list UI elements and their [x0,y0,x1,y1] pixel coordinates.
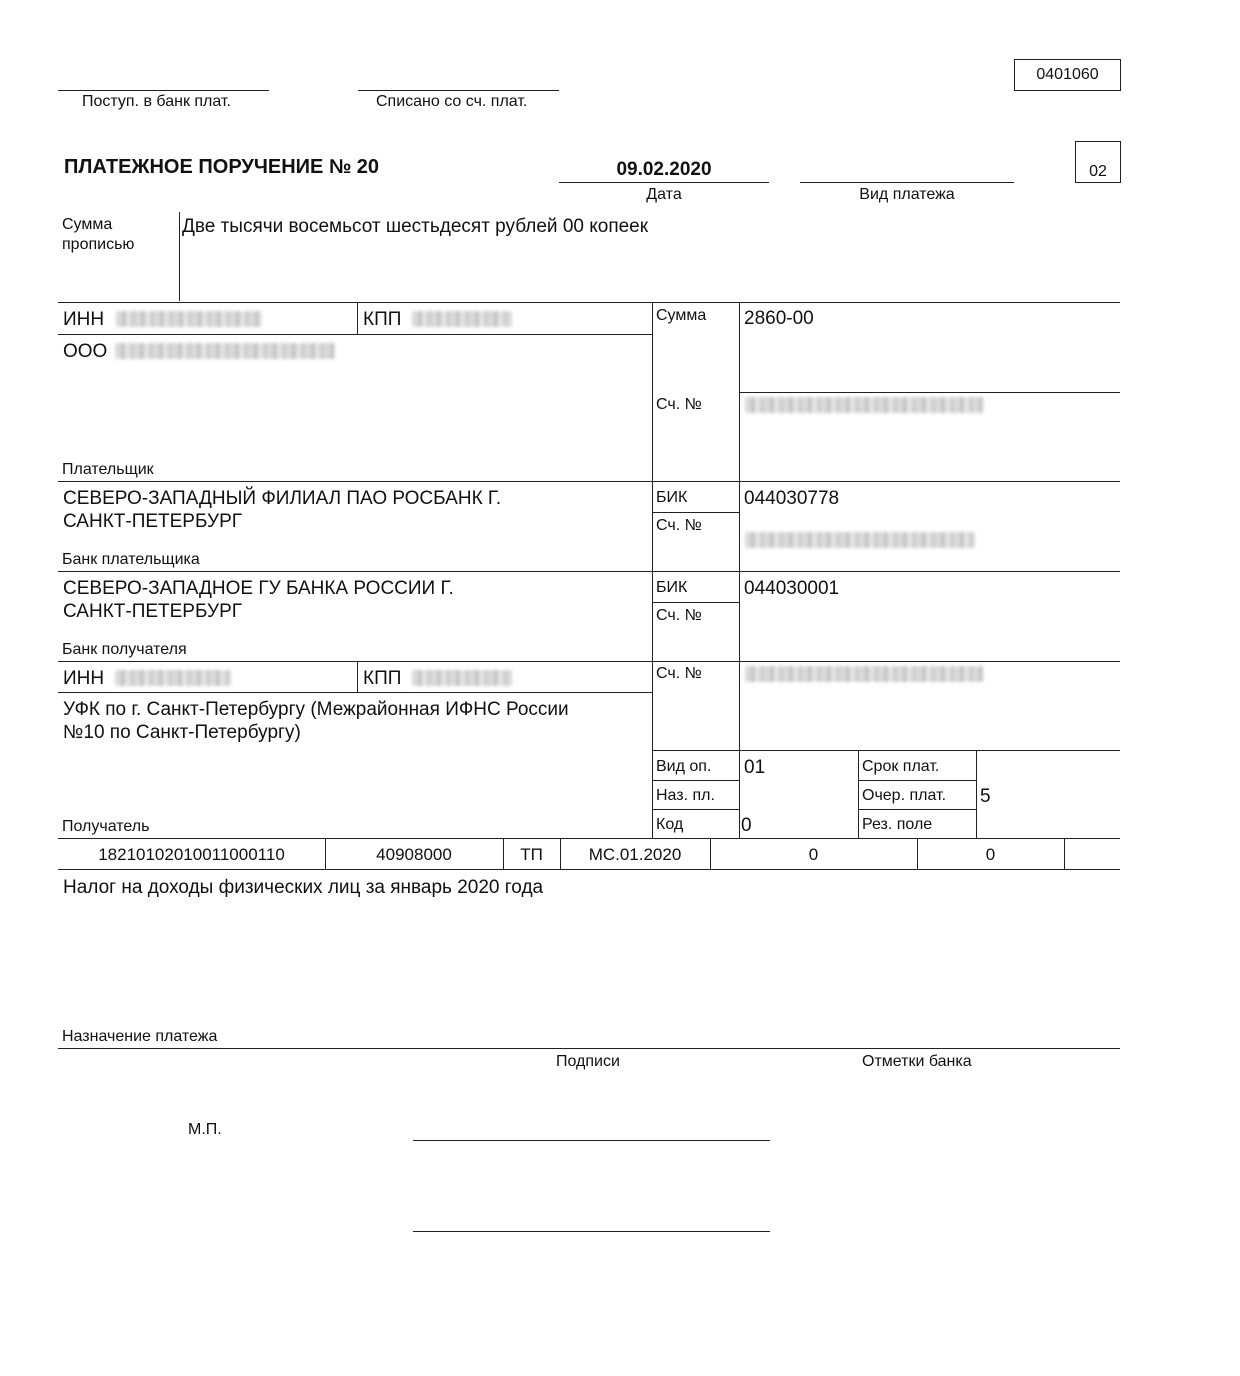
amount-label: Сумма [656,307,707,324]
amount-words-label-2: прописью [62,236,135,253]
payee-bank-bik: 044030001 [744,578,840,599]
signature-line-2 [413,1231,770,1232]
payer-kpp-redacted [412,311,512,327]
payee-account-label: Сч. № [656,665,702,682]
status-code-box [1075,141,1121,183]
basis-value: ТП [520,845,543,864]
form-code [1014,59,1121,91]
signatures-label: Подписи [556,1053,620,1070]
kbk-value: 18210102010011000110 [98,845,285,864]
amount-words-label: Сумма [62,216,113,233]
payee-kpp-redacted [412,670,512,686]
payee-name-2: №10 по Санкт-Петербургу) [63,722,301,743]
code-label: Код [656,816,684,833]
payer-bank-name-1: СЕВЕРО-ЗАПАДНЫЙ ФИЛИАЛ ПАО РОСБАНК Г. [63,488,502,509]
amount-value: 2860-00 [744,308,814,329]
amount-in-words: Две тысячи восемьсот шестьдесят рублей 00 копеек [182,216,649,237]
purpose-code-label: Наз. пл. [656,787,715,804]
status-code: 02 [1089,163,1107,180]
purpose-text: Налог на доходы физических лиц за январь 2020 года [63,877,544,898]
payer-name-redacted [115,343,335,359]
code-value: 0 [741,815,752,836]
payment-date: 09.02.2020 [616,159,712,180]
payer-account-redacted [745,397,983,413]
payee-bank-label: Банк получателя [62,641,187,658]
payer-account-label: Сч. № [656,396,702,413]
payer-inn-redacted [116,311,262,327]
payer-bank-account-redacted [745,532,975,548]
doc-number-value: 0 [808,845,819,864]
payee-inn-label: ИНН [63,668,105,689]
payer-name-prefix: ООО [63,341,108,362]
payment-type-label: Вид платежа [859,186,955,203]
payee-account-redacted [745,666,983,682]
payee-name-1: УФК по г. Санкт-Петербургу (Межрайонная ИФНС России [63,699,569,720]
payee-bank-account-label: Сч. № [656,607,702,624]
payer-bank-bik: 044030778 [744,488,840,509]
debited-label: Списано со сч. плат. [376,93,528,110]
payer-bank-account-label: Сч. № [656,517,702,534]
payee-bank-bik-label: БИК [656,579,688,596]
signature-line-1 [413,1140,770,1141]
stamp-label: М.П. [188,1121,222,1138]
priority-label: Очер. плат. [862,787,947,804]
reserve-label: Рез. поле [862,816,933,833]
bank-marks-label: Отметки банка [862,1053,972,1070]
doc-date-value: 0 [985,845,996,864]
payee-kpp-label: КПП [363,668,402,689]
date-label: Дата [646,186,682,203]
payer-label: Плательщик [62,461,154,478]
payer-bank-name-2: САНКТ-ПЕТЕРБУРГ [63,511,243,532]
payer-kpp-label: КПП [363,309,402,330]
payee-label: Получатель [62,818,150,835]
received-label: Поступ. в банк плат. [82,93,231,110]
deadline-label: Срок плат. [862,758,940,775]
payer-bank-label: Банк плательщика [62,551,200,568]
payee-bank-name-2: САНКТ-ПЕТЕРБУРГ [63,601,243,622]
page-title: ПЛАТЕЖНОЕ ПОРУЧЕНИЕ № 20 [64,156,380,178]
op-type-label: Вид оп. [656,758,712,775]
payee-inn-redacted [115,670,231,686]
purpose-label: Назначение платежа [62,1028,218,1045]
op-type-value: 01 [744,757,766,778]
form-code-value: 0401060 [1036,66,1099,83]
payer-bank-bik-label: БИК [656,489,688,506]
period-value: МС.01.2020 [588,845,682,864]
payee-bank-name-1: СЕВЕРО-ЗАПАДНОЕ ГУ БАНКА РОССИИ Г. [63,578,454,599]
priority-value: 5 [980,786,991,807]
oktmo-value: 40908000 [376,845,452,864]
payer-inn-label: ИНН [63,309,105,330]
